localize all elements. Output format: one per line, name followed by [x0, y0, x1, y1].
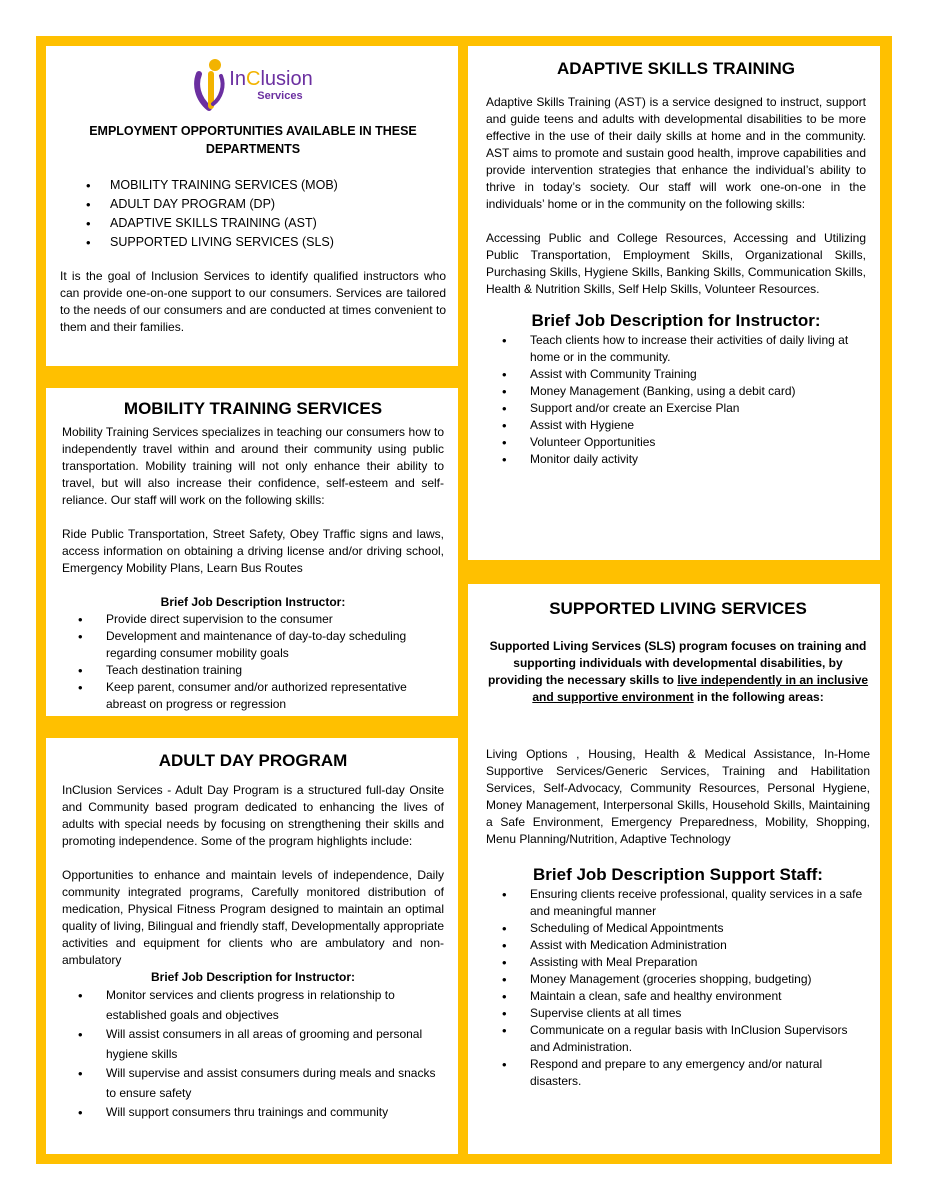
list-item: • ADULT DAY PROGRAM (DP) — [60, 195, 446, 214]
adaptive-description: Adaptive Skills Training (AST) is a service designed to instruct, support and guide teens and adults with developmental disabilities to be more effective in the use of their daily skills at home and in the community. AST aims to promote and sustain good health, improve capabilities and provide intervention strategies that enhance the individual’s ability to thrive in today’s society. Our staff will work one-on-one in the individuals’ home or in the community on the following skills: — [486, 95, 866, 211]
adult-day-duty-list — [62, 986, 444, 1123]
list-item: • Teach clients how to increase their activities of daily living at home or in the community. — [486, 332, 866, 366]
adaptive-job-heading: Brief Job Description for Instructor: — [531, 311, 821, 330]
mobility-panel — [46, 388, 458, 716]
list-item: • Development and maintenance of day-to-day scheduling regarding consumer mobility goals — [62, 628, 444, 662]
logo-wheelchair-c: C — [245, 67, 261, 90]
adult-day-title: ADULT DAY PROGRAM — [158, 751, 348, 770]
logo-text — [229, 69, 312, 102]
list-item: • Assist with Community Training — [486, 366, 866, 383]
list-item: • Ensuring clients receive professional, quality services in a safe and meaningful manner — [486, 886, 870, 920]
supported-living-job-heading: Brief Job Description Support Staff: — [533, 865, 823, 884]
list-item: • Scheduling of Medical Appointments — [486, 920, 870, 937]
list-item: • Teach destination training — [62, 662, 444, 679]
list-item: • Will supervise and assist consumers during meals and snacks to ensure safety — [62, 1064, 444, 1103]
adult-day-description: InClusion Services - Adult Day Program is a structured full-day Onsite and Community based program dedicated to enhancing the lives of adults with special needs by focusing on strengthening their skills and promoting independence. Some of the program highlights include: — [62, 783, 444, 848]
supported-living-title: SUPPORTED LIVING SERVICES — [549, 599, 807, 618]
adult-day-job-heading: Brief Job Description for Instructor: — [150, 970, 356, 984]
list-item: • ADAPTIVE SKILLS TRAINING (AST) — [60, 214, 446, 233]
supported-living-duty-list — [486, 886, 870, 1090]
intro-panel — [46, 46, 458, 366]
list-item: • Assisting with Meal Preparation — [486, 954, 870, 971]
mobility-skills: Ride Public Transportation, Street Safety, Obey Traffic signs and laws, access information on obtaining a driving license and/or driving school, Emergency Mobility Plans, Learn Bus Routes — [62, 527, 444, 575]
list-item: • SUPPORTED LIVING SERVICES (SLS) — [60, 233, 446, 252]
list-item: • Maintain a clean, safe and healthy environment — [486, 988, 870, 1005]
person-figure-icon — [193, 58, 227, 112]
list-item: • Monitor daily activity — [486, 451, 866, 468]
list-item: • Respond and prepare to any emergency and/or natural disasters. — [486, 1056, 870, 1090]
list-item: • Will assist consumers in all areas of grooming and personal hygiene skills — [62, 1025, 444, 1064]
logo-subtitle: Services — [257, 89, 303, 102]
adaptive-title: ADAPTIVE SKILLS TRAINING — [556, 59, 795, 78]
list-item: • Keep parent, consumer and/or authorized representative abreast on progress or regression — [62, 679, 444, 713]
department-list — [60, 176, 446, 252]
list-item: • Assist with Hygiene — [486, 417, 866, 434]
mobility-description: Mobility Training Services specializes in teaching our consumers how to independently travel within and around their community using public transportation. Mobility training will not only enhance their ability to travel, but will also increase their confidence, self-esteem and self-reliance. Our staff will work on the following skills: — [62, 425, 444, 507]
supported-living-panel — [468, 584, 880, 1154]
mobility-title: MOBILITY TRAINING SERVICES — [123, 399, 383, 418]
list-item: • Provide direct supervision to the consumer — [62, 611, 444, 628]
list-item: • Communicate on a regular basis with InClusion Supervisors and Administration. — [486, 1022, 870, 1056]
adult-day-panel — [46, 738, 458, 1154]
inclusion-logo — [60, 56, 446, 114]
intro-paragraph: It is the goal of Inclusion Services to identify qualified instructors who can provide one-on-one support to our consumers. Services are tailored to the needs of our consumers and are conducted at times convenient to them and their families. — [60, 269, 446, 334]
list-item: • Assist with Medication Administration — [486, 937, 870, 954]
logo-wordmark: InClusion — [229, 67, 313, 90]
list-item: • Money Management (Banking, using a debit card) — [486, 383, 866, 400]
list-item: • Supervise clients at all times — [486, 1005, 870, 1022]
adaptive-panel — [468, 46, 880, 560]
list-item: • Support and/or create an Exercise Plan — [486, 400, 866, 417]
list-item: • Will support consumers thru trainings and community — [62, 1103, 444, 1123]
list-item: • MOBILITY TRAINING SERVICES (MOB) — [60, 176, 446, 195]
mobility-duty-list — [62, 611, 444, 713]
supported-living-areas: Living Options , Housing, Health & Medical Assistance, In-Home Supportive Services/Generic Services, Training and Habilitation Services, Self-Advocacy, Community Resources, Personal Hygiene, Money Management, Interpersonal Skills, Household Skills, Maintaining a Safe Environment, Emergency Preparedness, Mobility, Shopping, Menu Planning/Nutrition, Adaptive Technology — [486, 747, 870, 846]
list-item: • Monitor services and clients progress in relationship to established goals and objectives — [62, 986, 444, 1025]
list-item: • Volunteer Opportunities — [486, 434, 866, 451]
adaptive-skills: Accessing Public and College Resources, Accessing and Utilizing Public Transportation, Employment Skills, Organizational Skills, Purchasing Skills, Hygiene Skills, Banking Skills, Communication Skills, Health & Nutrition Skills, Self Help Skills, Volunteer Resources. — [486, 231, 866, 296]
list-item: • Money Management (groceries shopping, budgeting) — [486, 971, 870, 988]
mobility-job-heading: Brief Job Description Instructor: — [160, 595, 346, 609]
supported-living-intro: Supported Living Services (SLS) program focuses on training and supporting individuals with developmental disabilities, by providing the necessary skills to live independently in an inclusive and supportive environment in the following areas: — [487, 639, 869, 704]
employment-heading: EMPLOYMENT OPPORTUNITIES AVAILABLE IN THESE DEPARTMENTS — [89, 124, 417, 156]
adaptive-duty-list — [486, 332, 866, 468]
adult-day-highlights: Opportunities to enhance and maintain levels of independence, Daily community integrated programs, Carefully monitored distribution of medication, Physical Fitness Program designed to maintain an optimal quality of living, Bilingual and friendly staff, Developmentally appropriate activities and equipment for clients who are ambulatory and non-ambulatory — [62, 868, 444, 967]
underlined-phrase: live independently in an inclusive and supportive environment — [532, 673, 869, 704]
